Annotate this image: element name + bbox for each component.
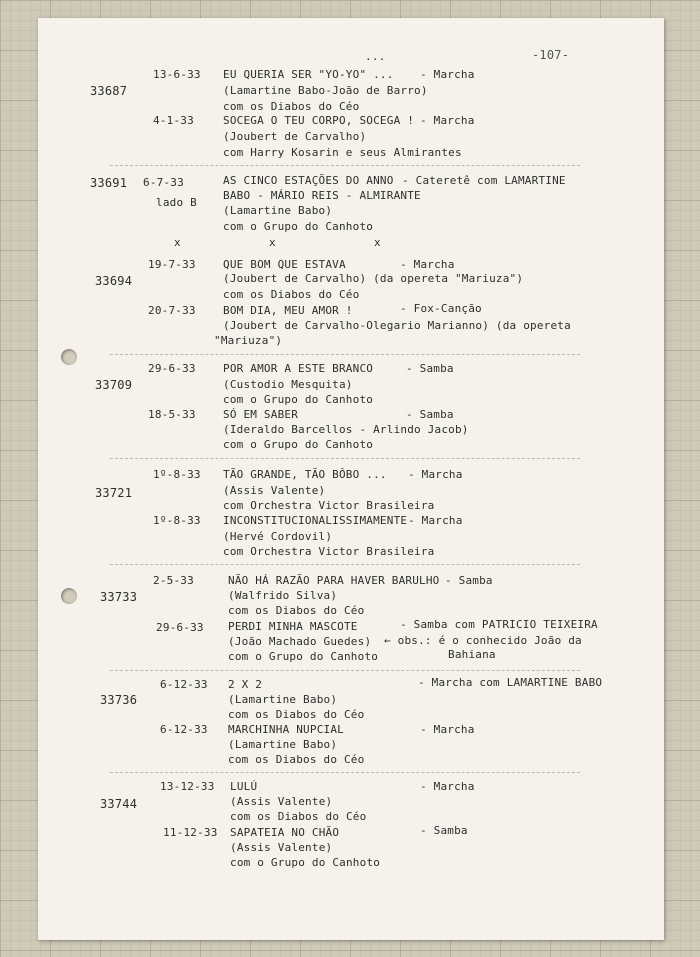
performer-note-continued: Bahiana: [448, 648, 496, 661]
song-title: 2 X 2: [228, 678, 263, 691]
song-genre: - Samba com PATRICIO TEIXEIRA: [400, 618, 598, 631]
song-authors: (Lamartine Babo): [228, 693, 338, 706]
song-authors: (Lamartine Babo-João de Barro): [223, 84, 428, 97]
song-authors: (Walfrido Silva): [228, 589, 338, 602]
song-genre: - Samba: [445, 574, 493, 587]
song-authors: (João Machado Guedes): [228, 635, 372, 648]
song-performers: com Harry Kosarin e seus Almirantes: [223, 146, 462, 159]
song-genre: - Fox-Canção: [400, 302, 482, 315]
separator-mark: x: [269, 236, 276, 249]
song-title: EU QUERIA SER "YO-YO" ...: [223, 68, 394, 81]
song-performers: com o Grupo do Canhoto: [230, 856, 381, 869]
continuation-dots: ...: [365, 50, 386, 63]
song-performers: com os Diabos do Céo: [228, 753, 365, 766]
song-performers: com Orchestra Victor Brasileira: [223, 545, 435, 558]
song-authors: (Custodio Mesquita): [223, 378, 353, 391]
performer-note: ← obs.: é o conhecido João da: [384, 634, 582, 647]
recording-date: 19-7-33: [148, 258, 196, 271]
song-performers: com os Diabos do Céo: [228, 708, 365, 721]
record-id: 33733: [100, 590, 138, 604]
document-page: [38, 18, 664, 940]
song-title: SOCEGA O TEU CORPO, SOCEGA !: [223, 114, 415, 127]
song-genre: - Marcha: [408, 468, 463, 481]
section-divider: [110, 165, 580, 166]
song-authors: (Joubert de Carvalho): [223, 130, 367, 143]
section-divider: [110, 564, 580, 565]
song-performers: com os Diabos do Céo: [223, 100, 360, 113]
song-title: LULÚ: [230, 780, 258, 793]
song-title-continued: BABO - MÁRIO REIS - ALMIRANTE: [223, 189, 421, 202]
song-performers: com os Diabos do Céo: [230, 810, 367, 823]
song-performers: com o Grupo do Canhoto: [223, 220, 374, 233]
song-genre: - Marcha: [400, 258, 455, 271]
recording-date: 2-5-33: [153, 574, 194, 587]
recording-date: 20-7-33: [148, 304, 196, 317]
recording-date: 1º-8-33: [153, 468, 201, 481]
song-authors: (Assis Valente): [230, 795, 333, 808]
song-genre: - Marcha: [420, 780, 475, 793]
song-genre: - Marcha: [408, 514, 463, 527]
record-id: 33694: [95, 274, 133, 288]
recording-date: 1º-8-33: [153, 514, 201, 527]
song-title: INCONSTITUCIONALISSIMAMENTE: [223, 514, 408, 527]
recording-date: 13-12-33: [160, 780, 215, 793]
song-title: AS CINCO ESTAÇÕES DO ANNO: [223, 174, 394, 187]
separator-mark: x: [174, 236, 181, 249]
song-authors: (Ideraldo Barcellos - Arlindo Jacob): [223, 423, 469, 436]
record-id: 33721: [95, 486, 133, 500]
record-id: 33736: [100, 693, 138, 707]
song-authors: (Lamartine Babo): [223, 204, 333, 217]
record-id: 33687: [90, 84, 128, 98]
song-authors: (Assis Valente): [230, 841, 333, 854]
section-divider: [110, 458, 580, 459]
section-divider: [110, 772, 580, 773]
song-performers: com os Diabos do Céo: [228, 604, 365, 617]
song-authors-continued: "Mariuza"): [214, 334, 283, 347]
song-genre: - Samba: [406, 408, 454, 421]
song-genre: - Samba: [420, 824, 468, 837]
song-genre: - Marcha: [420, 114, 475, 127]
record-id: 33709: [95, 378, 133, 392]
record-side: lado B: [156, 196, 197, 209]
section-divider: [110, 354, 580, 355]
song-performers: com o Grupo do Canhoto: [223, 438, 374, 451]
record-id: 33691: [90, 176, 128, 190]
song-authors: (Joubert de Carvalho-Olegario Marianno) (da opereta: [223, 319, 571, 332]
song-title: MARCHINHA NUPCIAL: [228, 723, 344, 736]
song-performers: com Orchestra Victor Brasileira: [223, 499, 435, 512]
song-genre: - Marcha com LAMARTINE BABO: [418, 676, 603, 689]
song-genre: - Marcha: [420, 723, 475, 736]
song-authors: (Lamartine Babo): [228, 738, 338, 751]
song-genre: - Marcha: [420, 68, 475, 81]
recording-date: 29-6-33: [148, 362, 196, 375]
recording-date: 18-5-33: [148, 408, 196, 421]
punch-hole-top: [61, 349, 77, 365]
song-title: TÃO GRANDE, TÃO BÔBO ...: [223, 468, 387, 481]
song-genre: - Samba: [406, 362, 454, 375]
song-performers: com o Grupo do Canhoto: [228, 650, 379, 663]
record-id: 33744: [100, 797, 138, 811]
song-title: PERDI MINHA MASCOTE: [228, 620, 358, 633]
song-performers: com o Grupo do Canhoto: [223, 393, 374, 406]
recording-date: 13-6-33: [153, 68, 201, 81]
page-number: -107-: [532, 48, 570, 62]
recording-date: 29-6-33: [156, 621, 204, 634]
song-performers: com os Diabos do Céo: [223, 288, 360, 301]
song-title: NÃO HÁ RAZÃO PARA HAVER BARULHO: [228, 574, 440, 587]
recording-date: 6-7-33: [143, 176, 184, 189]
section-divider: [110, 670, 580, 671]
recording-date: 6-12-33: [160, 678, 208, 691]
song-title: SAPATEIA NO CHÃO: [230, 826, 340, 839]
song-title: SÓ EM SABER: [223, 408, 299, 421]
recording-date: 11-12-33: [163, 826, 218, 839]
song-title: QUE BOM QUE ESTAVA: [223, 258, 346, 271]
song-genre: - Cateretê com LAMARTINE: [402, 174, 566, 187]
recording-date: 4-1-33: [153, 114, 194, 127]
song-title: BOM DIA, MEU AMOR !: [223, 304, 353, 317]
song-authors: (Joubert de Carvalho) (da opereta "Mariuza"): [223, 272, 524, 285]
separator-mark: x: [374, 236, 381, 249]
song-title: POR AMOR A ESTE BRANCO: [223, 362, 374, 375]
punch-hole-bottom: [61, 588, 77, 604]
song-authors: (Hervé Cordovil): [223, 530, 333, 543]
recording-date: 6-12-33: [160, 723, 208, 736]
song-authors: (Assis Valente): [223, 484, 326, 497]
